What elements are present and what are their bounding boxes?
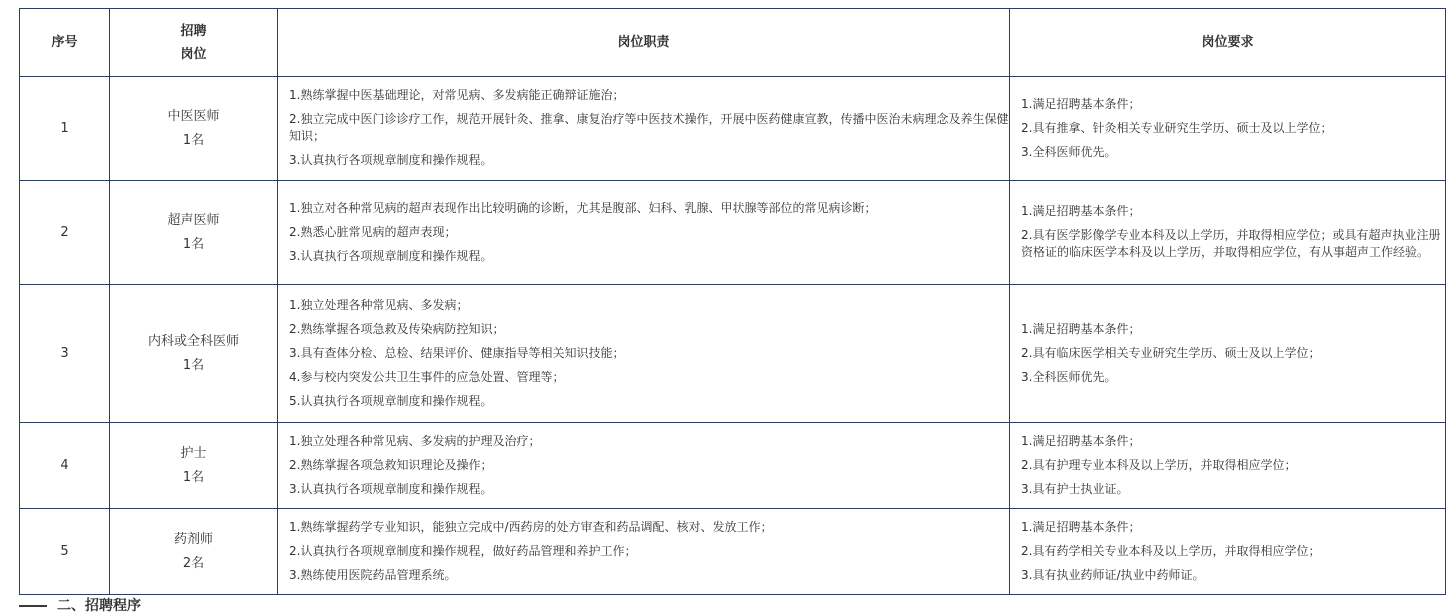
requirement-item: 2.具有护理专业本科及以上学历，并取得相应学位； <box>1021 457 1297 472</box>
duty-item: 3.认真执行各项规章制度和操作规程。 <box>289 481 493 496</box>
header-requirements: 岗位要求 <box>1010 9 1446 77</box>
position-quantity: 1名 <box>182 357 205 373</box>
row-number: 1 <box>20 77 110 181</box>
requirements-cell <box>1010 285 1446 423</box>
requirements-cell <box>1010 509 1446 595</box>
row-number: 5 <box>20 509 110 595</box>
header-duties: 岗位职责 <box>278 9 1010 77</box>
next-section-heading <box>19 596 141 616</box>
duty-item: 1.独立处理各种常见病、多发病的护理及治疗； <box>289 433 541 448</box>
requirement-item: 2.具有医学影像学专业本科及以上学历，并取得相应学位；或具有超声执业注册资格证的临床医学本科及以上学历，并取得相应学位，有从事超声工作经验。 <box>1021 228 1441 259</box>
duty-item: 2.熟练掌握各项急救知识理论及操作； <box>289 457 493 472</box>
requirements-cell <box>1010 423 1446 509</box>
requirements-cell <box>1010 77 1446 181</box>
duty-item: 1.熟练掌握中医基础理论，对常见病、多发病能正确辩证施治； <box>289 88 625 102</box>
duty-item: 1.独立处理各种常见病、多发病； <box>289 297 469 312</box>
header-position-line1: 招聘 <box>180 23 207 39</box>
duty-item: 1.独立对各种常见病的超声表现作出比较明确的诊断，尤其是腹部、妇科、乳腺、甲状腺等部位的常见病诊断； <box>289 200 877 215</box>
duty-item: 1.熟练掌握药学专业知识，能独立完成中/西药房的处方审查和药品调配、核对、发放工作； <box>289 519 773 534</box>
table-row <box>20 423 1446 509</box>
row-number: 4 <box>20 423 110 509</box>
position-quantity: 1名 <box>182 236 205 252</box>
position-name: 药剂师 <box>173 531 213 547</box>
requirement-item: 1.满足招聘基本条件； <box>1021 519 1141 534</box>
duty-item: 3.认真执行各项规章制度和操作规程。 <box>289 248 493 263</box>
duty-item: 2.熟悉心脏常见病的超声表现； <box>289 224 457 239</box>
position-cell <box>110 423 278 509</box>
next-section-heading-text: 二、招聘程序 <box>57 598 141 614</box>
requirement-item: 1.满足招聘基本条件； <box>1021 204 1141 218</box>
requirement-item: 3.全科医师优先。 <box>1021 369 1117 384</box>
row-number: 3 <box>20 285 110 423</box>
requirement-item: 3.具有护士执业证。 <box>1021 481 1129 496</box>
duties-cell <box>278 509 1010 595</box>
requirement-item: 2.具有药学相关专业本科及以上学历，并取得相应学位； <box>1021 543 1321 558</box>
header-no: 序号 <box>20 9 110 77</box>
position-cell <box>110 77 278 181</box>
duty-item: 3.熟练使用医院药品管理系统。 <box>289 567 457 582</box>
requirement-item: 2.具有推拿、针灸相关专业研究生学历、硕士及以上学位； <box>1021 120 1333 135</box>
table-row <box>20 285 1446 423</box>
duties-cell <box>278 285 1010 423</box>
table-row <box>20 181 1446 285</box>
table-row <box>20 77 1446 181</box>
heading-rule <box>19 605 47 607</box>
position-name: 中医医师 <box>167 108 220 124</box>
requirement-item: 1.满足招聘基本条件； <box>1021 321 1141 336</box>
requirements-cell <box>1010 181 1446 285</box>
position-quantity: 2名 <box>182 555 205 571</box>
position-quantity: 1名 <box>182 469 205 485</box>
row-number: 2 <box>20 181 110 285</box>
duty-item: 4.参与校内突发公共卫生事件的应急处置、管理等； <box>289 369 565 384</box>
position-cell <box>110 181 278 285</box>
requirement-item: 1.满足招聘基本条件； <box>1021 96 1141 111</box>
position-cell <box>110 285 278 423</box>
header-position-line2: 岗位 <box>180 46 207 62</box>
requirement-item: 3.全科医师优先。 <box>1021 144 1117 159</box>
duty-item: 5.认真执行各项规章制度和操作规程。 <box>289 393 493 408</box>
requirement-item: 2.具有临床医学相关专业研究生学历、硕士及以上学位； <box>1021 345 1321 360</box>
table-row <box>20 509 1446 595</box>
recruitment-table <box>19 8 1446 595</box>
requirement-item: 1.满足招聘基本条件； <box>1021 433 1141 448</box>
position-name: 护士 <box>180 445 207 461</box>
duties-cell <box>278 77 1010 181</box>
duties-cell <box>278 181 1010 285</box>
duties-cell <box>278 423 1010 509</box>
duty-item: 2.独立完成中医门诊诊疗工作，规范开展针灸、推拿、康复治疗等中医技术操作，开展中医药健康宣教，传播中医治未病理念及养生保健知识； <box>289 112 1009 143</box>
requirement-item: 3.具有执业药师证/执业中药师证。 <box>1021 567 1205 582</box>
duty-item: 3.具有查体分检、总检、结果评价、健康指导等相关知识技能； <box>289 345 625 360</box>
position-name: 超声医师 <box>167 212 220 228</box>
duty-item: 2.认真执行各项规章制度和操作规程，做好药品管理和养护工作； <box>289 543 637 558</box>
header-row <box>20 9 1446 77</box>
position-cell <box>110 509 278 595</box>
header-position <box>110 9 278 77</box>
position-name: 内科或全科医师 <box>147 333 239 349</box>
position-quantity: 1名 <box>182 132 205 148</box>
duty-item: 3.认真执行各项规章制度和操作规程。 <box>289 153 493 167</box>
duty-item: 2.熟练掌握各项急救及传染病防控知识； <box>289 321 505 336</box>
